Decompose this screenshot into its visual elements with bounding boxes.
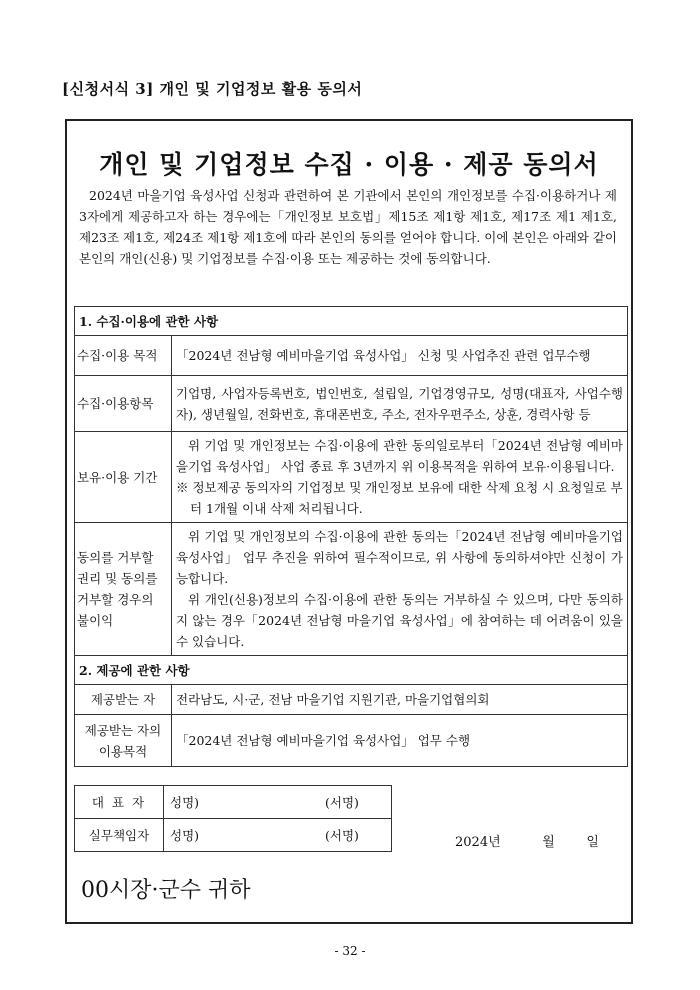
refuse-text-1: 위 기업 및 개인정보의 수집·이용에 관한 동의는「2024년 전남형 예비마을기업 육성사업」 업무 추진을 위하여 필수적이므로, 위 사항에 동의하셔야만 신청이 가능합니다. <box>176 529 623 586</box>
section1-heading: 1. 수집·이용에 관한 사항 <box>75 307 628 336</box>
use-value: 「2024년 전남형 예비마을기업 육성사업」 업무 수행 <box>172 715 628 767</box>
recipient-label: 제공받는 자 <box>75 685 172 715</box>
sign-label: (서명) <box>325 828 359 843</box>
use-label: 제공받는 자의 이용목적 <box>75 715 172 767</box>
purpose-label: 수집·이용 목적 <box>75 336 172 376</box>
items-label: 수집·이용항목 <box>75 376 172 432</box>
representative-label: 대 표 자 <box>75 786 164 819</box>
period-note: ※ 정보제공 동의자의 기업정보 및 개인정보 보유에 대한 삭제 요청 시 요청일로 부터 1개월 이내 삭제 처리됩니다. <box>176 480 623 516</box>
addressee: 00시장·군수 귀하 <box>81 878 251 903</box>
section2-heading: 2. 제공에 관한 사항 <box>75 656 628 685</box>
date-field[interactable] <box>455 831 599 850</box>
signature-table <box>74 785 392 852</box>
recipient-value: 전라남도, 시·군, 전남 마을기업 지원기관, 마을기업협의회 <box>172 685 628 715</box>
purpose-value: 「2024년 전남형 예비마을기업 육성사업」 신청 및 사업추진 관련 업무수행 <box>172 336 628 376</box>
period-value: 위 기업 및 개인정보는 수집·이용에 관한 동의일로부터「2024년 전남형 예비마을기업 육성사업」 사업 종료 후 3년까지 위 이용목적을 위하여 보유·이용됩니다. <box>176 438 623 474</box>
consent-form <box>65 119 633 924</box>
refuse-label: 동의를 거부할 권리 및 동의를 거부할 경우의 불이익 <box>75 523 172 656</box>
name-label: 성명) <box>170 828 200 843</box>
representative-sign-field[interactable] <box>164 786 392 819</box>
name-label: 성명) <box>170 795 200 810</box>
date-day: 일 <box>586 835 599 850</box>
manager-label: 실무책임자 <box>75 819 164 852</box>
date-year: 2024년 <box>455 835 501 850</box>
page-number: - 32 - <box>334 944 366 958</box>
intro-paragraph: 2024년 마을기업 육성사업 신청과 관련하여 본 기관에서 본인의 개인정보를 수집·이용하거나 제3자에게 제공하고자 하는 경우에는「개인정보 보호법」제15조 제1항 제1호, 제17조 제1 제1호, 제23조 제1호, 제24조 제1항 제1호에 따라 본인의 동의를 얻어야 합니다. 이에 본인은 아래와 같이 본인의 개인(신용) 및 기업정보를 수집·이용 또는 제공하는 것에 동의합니다. <box>79 188 617 266</box>
sign-label: (서명) <box>325 795 359 810</box>
period-cell <box>172 432 628 523</box>
manager-sign-field[interactable] <box>164 819 392 852</box>
refuse-text-2: 위 개인(신용)정보의 수집·이용에 관한 동의는 거부하실 수 있으며, 다만 동의하지 않는 경우「2024년 전남형 마을기업 육성사업」에 참여하는 데 어려움이 있을 수 있습니다. <box>176 592 623 649</box>
date-month: 월 <box>542 835 555 850</box>
form-header: [신청서식 3] 개인 및 기업정보 활용 동의서 <box>62 80 363 98</box>
refuse-cell <box>172 523 628 656</box>
form-title: 개인 및 기업정보 수집 · 이용 · 제공 동의서 <box>99 150 599 179</box>
items-value: 기업명, 사업자등록번호, 법인번호, 설립일, 기업경영규모, 성명(대표자, 사업수행자), 생년월일, 전화번호, 휴대폰번호, 주소, 전자우편주소, 상훈, 경력사항 등 <box>172 376 628 432</box>
period-label: 보유·이용 기간 <box>75 432 172 523</box>
consent-table <box>74 306 628 767</box>
